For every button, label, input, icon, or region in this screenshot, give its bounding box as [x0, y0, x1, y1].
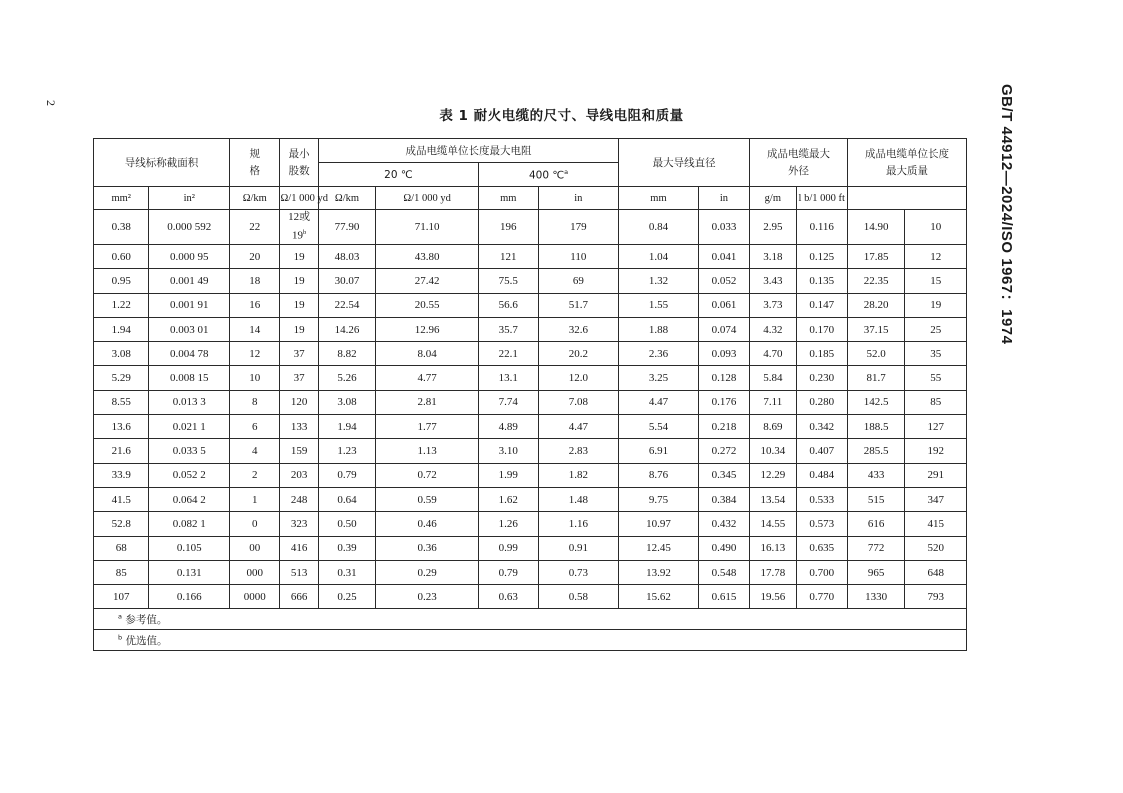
header-strands-line1: 最小 — [288, 147, 310, 160]
table-cell: 13.92 — [619, 560, 699, 584]
table-cell: 56.6 — [479, 293, 538, 317]
table-cell: 21.6 — [94, 439, 149, 463]
table-cell: 43.80 — [376, 245, 479, 269]
table-cell: 000 — [230, 560, 280, 584]
table-cell: 14.26 — [318, 317, 375, 341]
table-cell: 965 — [847, 560, 904, 584]
table-cell: 35.7 — [479, 317, 538, 341]
table-cell: 0.29 — [376, 560, 479, 584]
table-cell: 0.116 — [796, 210, 847, 245]
table-row — [94, 210, 967, 245]
table-cell: 2.83 — [538, 439, 619, 463]
footnote-a-mark: a — [118, 612, 122, 621]
table-row — [94, 512, 967, 536]
table-cell: 8.76 — [619, 463, 699, 487]
table-cell: 85 — [905, 390, 967, 414]
table-row — [94, 415, 967, 439]
table-cell: 3.10 — [479, 439, 538, 463]
table-cell: 433 — [847, 463, 904, 487]
table-cell: 41.5 — [94, 487, 149, 511]
table-row — [94, 536, 967, 560]
table-cell: 2.95 — [750, 210, 796, 245]
table-cell: 8.82 — [318, 342, 375, 366]
table-cell: 0.25 — [318, 585, 375, 609]
table-cell: 12 — [905, 245, 967, 269]
table-row — [94, 366, 967, 390]
table-cell: 179 — [538, 210, 619, 245]
table-cell: 7.08 — [538, 390, 619, 414]
table-row — [94, 317, 967, 341]
table-cell: 0.033 — [698, 210, 749, 245]
table-cell: 1.62 — [479, 487, 538, 511]
table-cell: 0.052 — [698, 269, 749, 293]
table-cell: 0.064 2 — [149, 487, 230, 511]
table-cell: 16 — [230, 293, 280, 317]
table-cell: 19 — [905, 293, 967, 317]
table-cell: 19 — [280, 317, 318, 341]
table-row — [94, 342, 967, 366]
table-cell: 4.77 — [376, 366, 479, 390]
table-cell: 0.003 01 — [149, 317, 230, 341]
table-cell: 69 — [538, 269, 619, 293]
unit-cell: in — [698, 187, 749, 210]
table-cell: 0.700 — [796, 560, 847, 584]
footnote-b — [94, 630, 967, 651]
table-cell: 1.22 — [94, 293, 149, 317]
table-cell: 0.31 — [318, 560, 375, 584]
table-cell: 18 — [230, 269, 280, 293]
table-row — [94, 585, 967, 609]
table-cell: 0.64 — [318, 487, 375, 511]
table-cell: 133 — [280, 415, 318, 439]
table-cell: 142.5 — [847, 390, 904, 414]
table-cell: 22.54 — [318, 293, 375, 317]
table-cell: 12.0 — [538, 366, 619, 390]
table-cell: 22.35 — [847, 269, 904, 293]
header-gauge-line1: 规 — [249, 147, 261, 160]
table-cell: 1.26 — [479, 512, 538, 536]
table-cell: 285.5 — [847, 439, 904, 463]
table-cell: 0.131 — [149, 560, 230, 584]
table-cell: 3.08 — [94, 342, 149, 366]
table-cell: 0.001 91 — [149, 293, 230, 317]
table-cell: 793 — [905, 585, 967, 609]
table-cell: 0.548 — [698, 560, 749, 584]
unit-cell: in² — [149, 187, 230, 210]
table-cell: 5.29 — [94, 366, 149, 390]
table-cell: 196 — [479, 210, 538, 245]
table-cell: 0.001 49 — [149, 269, 230, 293]
table-cell: 188.5 — [847, 415, 904, 439]
table-cell: 19 — [280, 269, 318, 293]
table-cell: 203 — [280, 463, 318, 487]
table-cell: 0000 — [230, 585, 280, 609]
table-row — [94, 390, 967, 414]
table-cell: 13.54 — [750, 487, 796, 511]
table-cell: 515 — [847, 487, 904, 511]
table-cell: 52.8 — [94, 512, 149, 536]
table-cell: 0.50 — [318, 512, 375, 536]
table-cell: 37 — [280, 366, 318, 390]
table-cell: 8.69 — [750, 415, 796, 439]
table-cell: 0.384 — [698, 487, 749, 511]
table-cell: 415 — [905, 512, 967, 536]
table-cell: 0.84 — [619, 210, 699, 245]
table-cell: 35 — [905, 342, 967, 366]
table-cell: 2 — [230, 463, 280, 487]
table-cell: 51.7 — [538, 293, 619, 317]
table-cell: 648 — [905, 560, 967, 584]
table-row — [94, 269, 967, 293]
table-cell: 0.63 — [479, 585, 538, 609]
table-cell: 1 — [230, 487, 280, 511]
table-cell: 3.43 — [750, 269, 796, 293]
table-cell: 10.34 — [750, 439, 796, 463]
table-cell: 0.041 — [698, 245, 749, 269]
header-resistance: 成品电缆单位长度最大电阻 — [318, 139, 618, 163]
table-cell: 0.99 — [479, 536, 538, 560]
table-cell: 00 — [230, 536, 280, 560]
table-cell: 12.29 — [750, 463, 796, 487]
table-cell: 0.72 — [376, 463, 479, 487]
table-title: 表 1 耐火电缆的尺寸、导线电阻和质量 — [439, 108, 684, 124]
table-cell: 291 — [905, 463, 967, 487]
table-cell: 0.147 — [796, 293, 847, 317]
unit-cell: in — [538, 187, 619, 210]
table-cell: 0 — [230, 512, 280, 536]
table-cell: 0.230 — [796, 366, 847, 390]
table-cell: 10 — [230, 366, 280, 390]
table-row — [94, 293, 967, 317]
table-cell: 0.36 — [376, 536, 479, 560]
table-cell: 14 — [230, 317, 280, 341]
table-cell: 616 — [847, 512, 904, 536]
table-cell: 52.0 — [847, 342, 904, 366]
table-cell: 48.03 — [318, 245, 375, 269]
table-cell: 19.56 — [750, 585, 796, 609]
table-cell: 127 — [905, 415, 967, 439]
table-cell: 85 — [94, 560, 149, 584]
table-cell: 3.18 — [750, 245, 796, 269]
table-cell: 20 — [230, 245, 280, 269]
table-cell: 4.32 — [750, 317, 796, 341]
table-cell: 8.04 — [376, 342, 479, 366]
header-outer-diameter — [750, 139, 848, 187]
table-cell: 1.48 — [538, 487, 619, 511]
table-cell: 1.99 — [479, 463, 538, 487]
table-cell: 0.23 — [376, 585, 479, 609]
table-cell: 12 — [230, 342, 280, 366]
table-cell: 7.11 — [750, 390, 796, 414]
table-body — [94, 210, 967, 609]
footnote-a — [94, 609, 967, 630]
table-cell: 17.78 — [750, 560, 796, 584]
table-cell: 0.38 — [94, 210, 149, 245]
header-mass-line1: 成品电缆单位长度 — [864, 147, 949, 160]
table-cell: 4.47 — [619, 390, 699, 414]
table-cell: 416 — [280, 536, 318, 560]
table-cell: 0.185 — [796, 342, 847, 366]
table-cell: 1.94 — [318, 415, 375, 439]
table-cell: 0.79 — [479, 560, 538, 584]
table-cell: 0.013 3 — [149, 390, 230, 414]
table-cell: 81.7 — [847, 366, 904, 390]
table-cell: 68 — [94, 536, 149, 560]
table-cell: 120 — [280, 390, 318, 414]
header-temp-20: 20 ℃ — [318, 163, 478, 187]
table-cell: 0.061 — [698, 293, 749, 317]
table-cell: 1.94 — [94, 317, 149, 341]
table-cell: 0.46 — [376, 512, 479, 536]
table-cell: 1.88 — [619, 317, 699, 341]
table-cell: 71.10 — [376, 210, 479, 245]
table-cell: 1.82 — [538, 463, 619, 487]
table-cell: 2.81 — [376, 390, 479, 414]
table-cell: 0.60 — [94, 245, 149, 269]
unit-row — [94, 187, 967, 210]
unit-cell: mm — [619, 187, 699, 210]
table-cell: 20.2 — [538, 342, 619, 366]
footnote-ref-a: a — [564, 167, 569, 176]
header-min-strands — [280, 139, 318, 187]
table-cell: 12.96 — [376, 317, 479, 341]
table-cell: 4.47 — [538, 415, 619, 439]
table-cell: 110 — [538, 245, 619, 269]
footnote-b-text: 优选值。 — [125, 634, 168, 647]
table-cell: 1.55 — [619, 293, 699, 317]
table-cell: 2.36 — [619, 342, 699, 366]
table-row — [94, 487, 967, 511]
table-cell: 5.54 — [619, 415, 699, 439]
table-cell: 16.13 — [750, 536, 796, 560]
table-cell: 22 — [230, 210, 280, 245]
header-outer-line1: 成品电缆最大 — [767, 147, 831, 160]
header-temp-400-label: 400 ℃ — [529, 169, 565, 182]
table-cell: 10.97 — [619, 512, 699, 536]
table-cell: 13.6 — [94, 415, 149, 439]
table-cell: 0.615 — [698, 585, 749, 609]
table-cell: 17.85 — [847, 245, 904, 269]
table-cell: 0.176 — [698, 390, 749, 414]
header-gauge — [230, 139, 280, 187]
unit-cell: Ω/km — [318, 187, 375, 210]
table-cell: 0.635 — [796, 536, 847, 560]
table-cell: 107 — [94, 585, 149, 609]
table-cell: 0.082 1 — [149, 512, 230, 536]
table-cell: 248 — [280, 487, 318, 511]
table-cell: 0.052 2 — [149, 463, 230, 487]
table-cell: 37 — [280, 342, 318, 366]
table-cell: 1.04 — [619, 245, 699, 269]
table-cell: 15 — [905, 269, 967, 293]
header-gauge-line2: 格 — [249, 164, 261, 177]
table-cell: 8 — [230, 390, 280, 414]
unit-cell: Ω/km — [230, 187, 280, 210]
table-cell: 0.170 — [796, 317, 847, 341]
table-cell: 75.5 — [479, 269, 538, 293]
unit-cell: g/m — [750, 187, 796, 210]
unit-cell: mm² — [94, 187, 149, 210]
table-cell: 0.093 — [698, 342, 749, 366]
table-cell: 13.1 — [479, 366, 538, 390]
table-cell: 8.55 — [94, 390, 149, 414]
standard-code: GB/T 44912—2024/ISO 1967：1974 — [998, 84, 1015, 345]
table-cell: 0.432 — [698, 512, 749, 536]
table-cell: 0.39 — [318, 536, 375, 560]
table-cell: 0.73 — [538, 560, 619, 584]
table-cell: 666 — [280, 585, 318, 609]
table-cell: 0.000 592 — [149, 210, 230, 245]
table-cell: 14.55 — [750, 512, 796, 536]
unit-cell: Ω/1 000 yd — [376, 187, 479, 210]
table-cell: 9.75 — [619, 487, 699, 511]
table-cell: 7.74 — [479, 390, 538, 414]
table-cell: 4 — [230, 439, 280, 463]
table-cell: 10 — [905, 210, 967, 245]
table-cell: 1.23 — [318, 439, 375, 463]
table-cell: 3.73 — [750, 293, 796, 317]
unit-cell: l b/1 000 ft — [796, 187, 847, 210]
table-cell: 37.15 — [847, 317, 904, 341]
table-cell: 12.45 — [619, 536, 699, 560]
table-cell: 0.125 — [796, 245, 847, 269]
header-nominal-area: 导线标称截面积 — [94, 139, 230, 187]
header-max-diameter: 最大导线直径 — [619, 139, 750, 187]
header-max-mass — [847, 139, 966, 187]
table-row — [94, 245, 967, 269]
table-cell: 0.218 — [698, 415, 749, 439]
table-cell: 19 — [280, 293, 318, 317]
table-cell: 0.166 — [149, 585, 230, 609]
footnote-a-text: 参考值。 — [125, 613, 168, 626]
table-cell: 513 — [280, 560, 318, 584]
table-cell: 4.89 — [479, 415, 538, 439]
table-cell: 0.008 15 — [149, 366, 230, 390]
table-cell: 1.13 — [376, 439, 479, 463]
table-cell: 1330 — [847, 585, 904, 609]
table-cell: 19 — [280, 245, 318, 269]
table-cell: 0.105 — [149, 536, 230, 560]
table-cell: 0.135 — [796, 269, 847, 293]
table-cell: 0.021 1 — [149, 415, 230, 439]
table-cell: 6 — [230, 415, 280, 439]
table-cell: 0.074 — [698, 317, 749, 341]
table-cell: 0.770 — [796, 585, 847, 609]
footnote-ref-b: b — [302, 229, 307, 237]
table-cell: 0.79 — [318, 463, 375, 487]
table-cell: 1.16 — [538, 512, 619, 536]
table-cell: 0.000 95 — [149, 245, 230, 269]
table-cell: 6.91 — [619, 439, 699, 463]
unit-cell: mm — [479, 187, 538, 210]
table-cell: 1.77 — [376, 415, 479, 439]
header-strands-line2: 股数 — [288, 164, 310, 177]
table-cell: 0.280 — [796, 390, 847, 414]
table-row — [94, 560, 967, 584]
table-cell: 192 — [905, 439, 967, 463]
table-row — [94, 463, 967, 487]
table-row — [94, 439, 967, 463]
table-cell: 0.533 — [796, 487, 847, 511]
table-cell: 14.90 — [847, 210, 904, 245]
table-cell: 0.573 — [796, 512, 847, 536]
cable-spec-table — [93, 138, 967, 651]
table-cell: 772 — [847, 536, 904, 560]
table-cell: 0.58 — [538, 585, 619, 609]
table-cell: 347 — [905, 487, 967, 511]
table-cell: 20.55 — [376, 293, 479, 317]
table-cell: 55 — [905, 366, 967, 390]
table-cell: 30.07 — [318, 269, 375, 293]
header-outer-line2: 外径 — [788, 164, 810, 177]
table-cell: 0.407 — [796, 439, 847, 463]
table-cell: 0.490 — [698, 536, 749, 560]
table-cell: 32.6 — [538, 317, 619, 341]
table-cell: 77.90 — [318, 210, 375, 245]
table-cell: 323 — [280, 512, 318, 536]
table-cell: 15.62 — [619, 585, 699, 609]
table-cell: 0.128 — [698, 366, 749, 390]
table-cell: 0.004 78 — [149, 342, 230, 366]
table-cell: 0.95 — [94, 269, 149, 293]
table-cell: 159 — [280, 439, 318, 463]
table-cell: 0.59 — [376, 487, 479, 511]
table-cell: 0.033 5 — [149, 439, 230, 463]
header-temp-400 — [479, 163, 619, 187]
table-cell: 0.345 — [698, 463, 749, 487]
table-cell: 3.25 — [619, 366, 699, 390]
table-cell: 1.32 — [619, 269, 699, 293]
table-cell: 3.08 — [318, 390, 375, 414]
footnote-b-mark: b — [118, 633, 123, 642]
unit-cell: Ω/1 000 yd — [280, 187, 318, 210]
table-cell: 28.20 — [847, 293, 904, 317]
table-cell-preferred: 12或 19$^b$ — [280, 210, 318, 245]
page-number: 2 — [44, 100, 58, 106]
table-cell: 0.342 — [796, 415, 847, 439]
table-cell: 22.1 — [479, 342, 538, 366]
table-cell: 4.70 — [750, 342, 796, 366]
table-cell: 0.484 — [796, 463, 847, 487]
table-cell: 33.9 — [94, 463, 149, 487]
table-cell: 5.84 — [750, 366, 796, 390]
table-cell: 5.26 — [318, 366, 375, 390]
table-cell: 27.42 — [376, 269, 479, 293]
table-cell: 25 — [905, 317, 967, 341]
table-cell: 121 — [479, 245, 538, 269]
table-cell: 0.272 — [698, 439, 749, 463]
table-cell: 0.91 — [538, 536, 619, 560]
table-cell: 520 — [905, 536, 967, 560]
header-mass-line2: 最大质量 — [885, 164, 928, 177]
